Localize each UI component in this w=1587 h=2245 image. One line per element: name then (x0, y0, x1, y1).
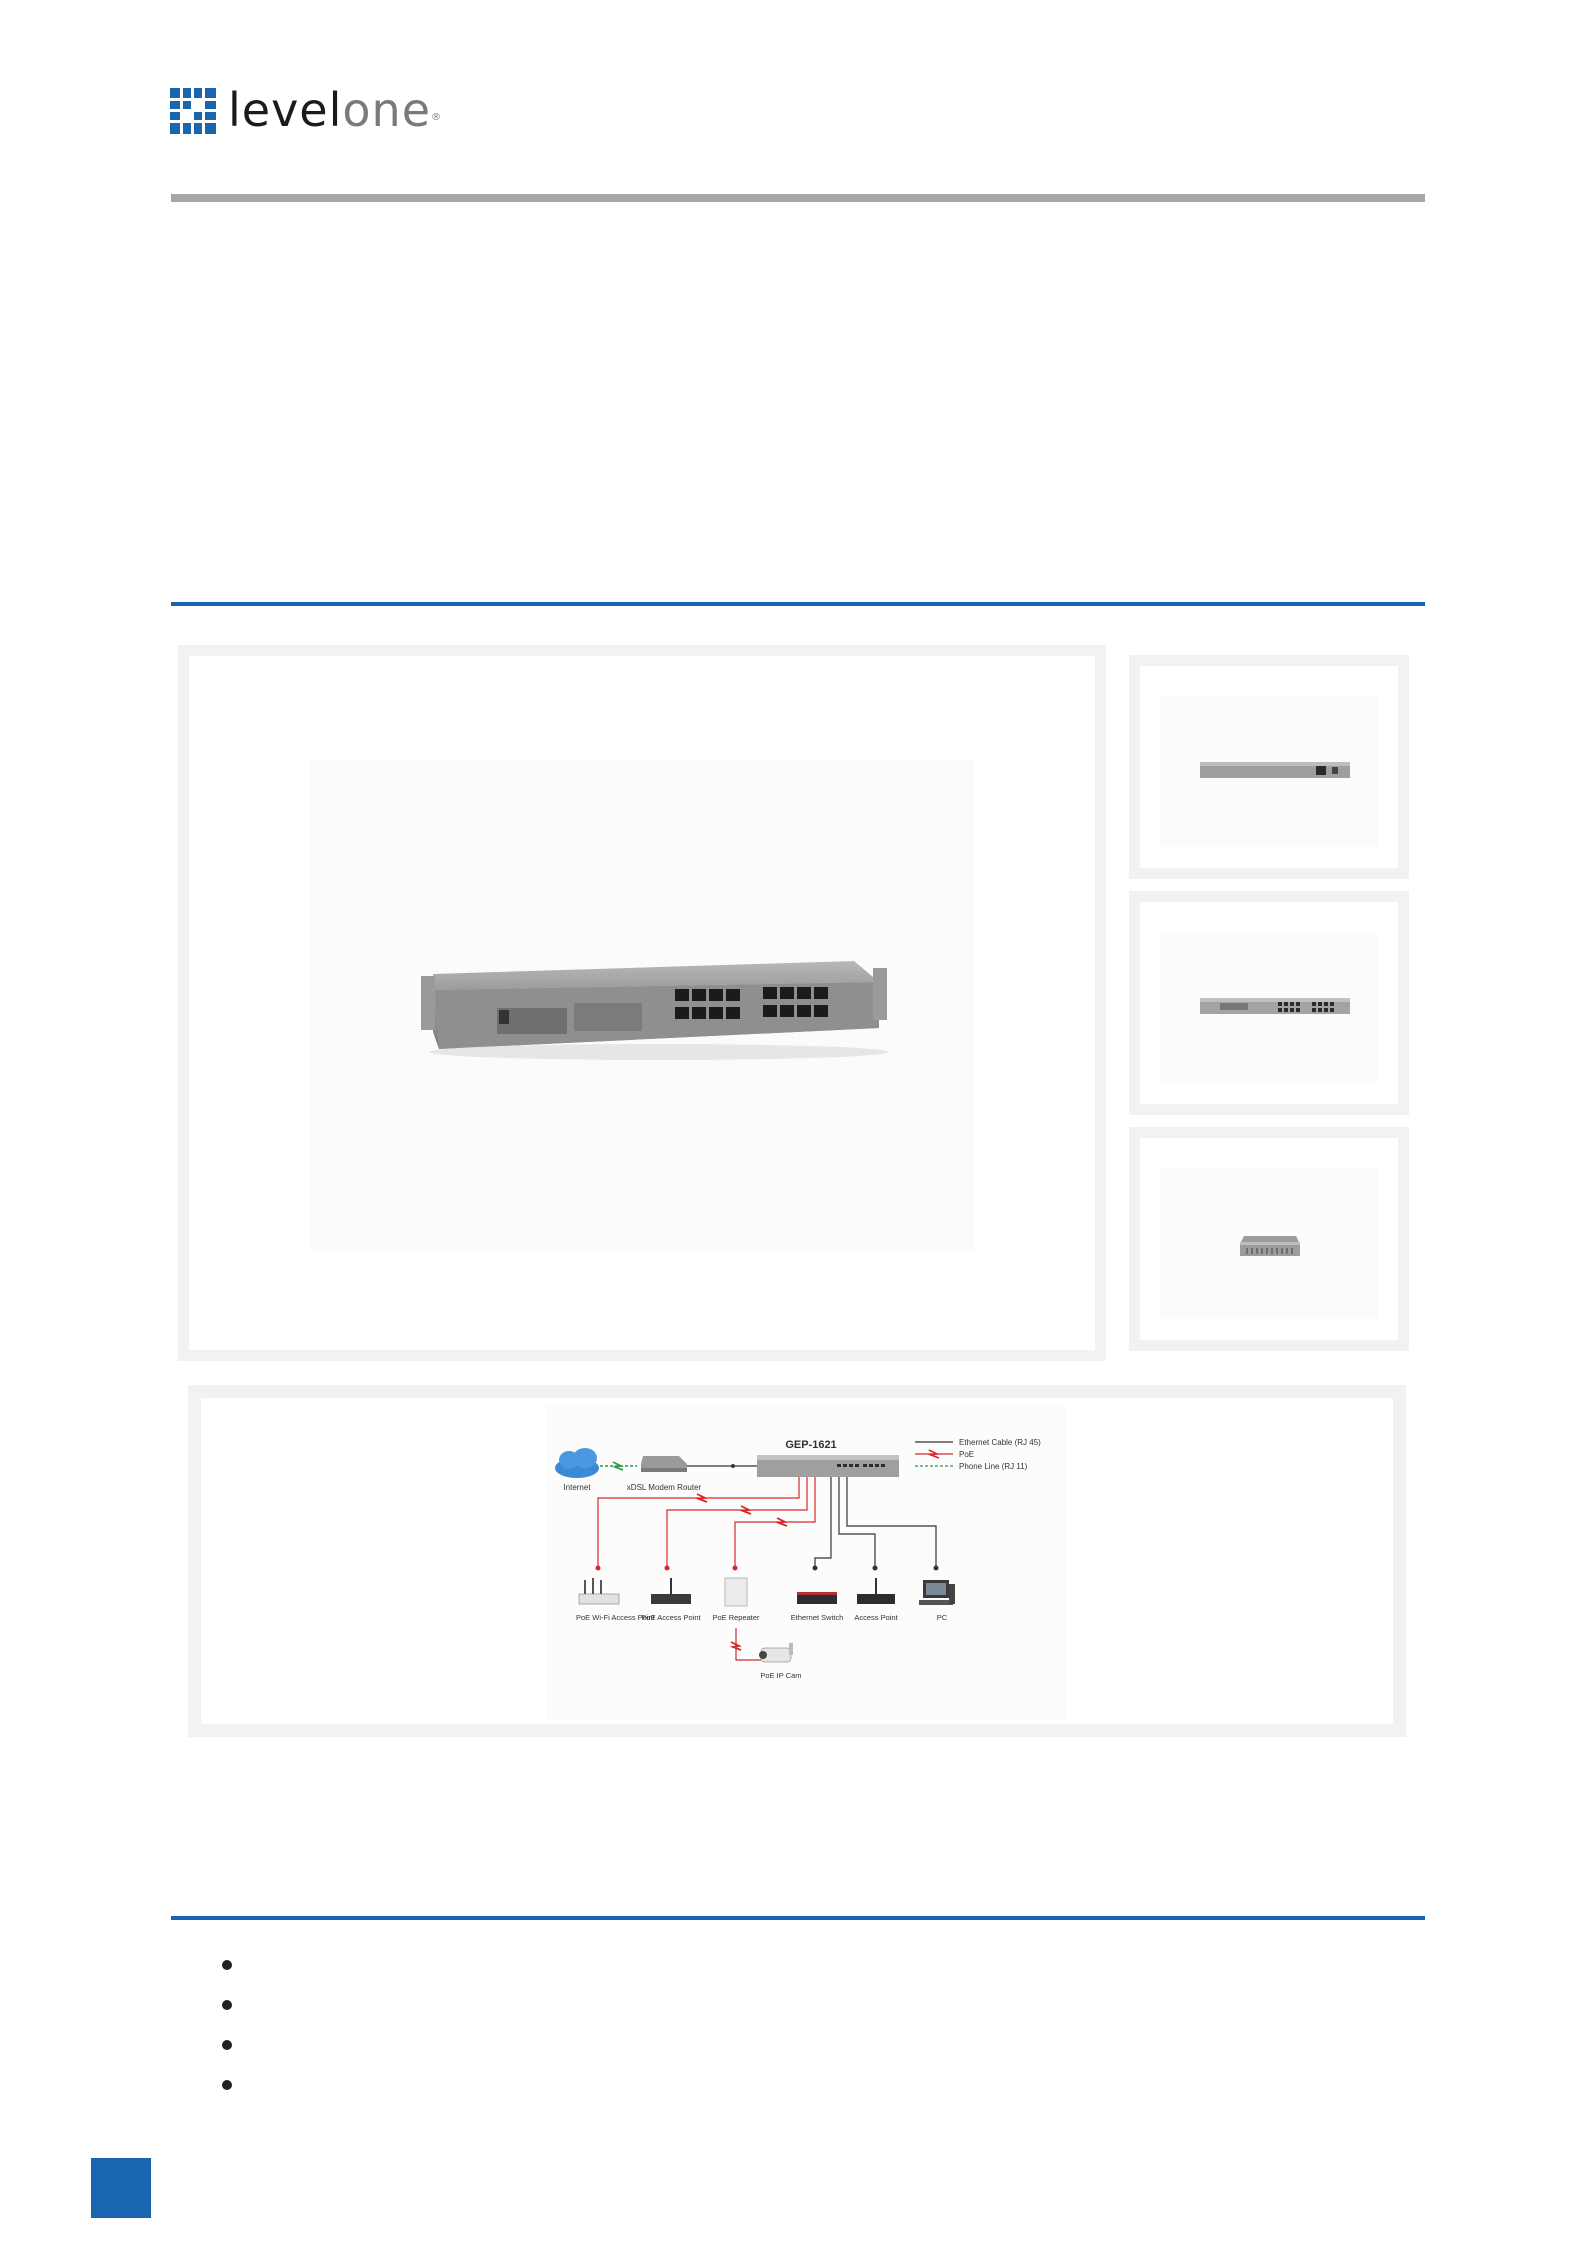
modem-router-icon (641, 1456, 687, 1472)
thumbnail-rear-image (1140, 666, 1398, 868)
legend-poe: PoE (959, 1450, 975, 1459)
page-corner-tab (91, 2158, 151, 2218)
header-divider (171, 194, 1425, 202)
main-product-image (189, 656, 1095, 1350)
thumbnail-front-view[interactable] (1129, 891, 1409, 1115)
modem-router-label: xDSL Modem Router (626, 1483, 702, 1492)
pc-label: PC (936, 1613, 948, 1622)
legend-phone: Phone Line (RJ 11) (959, 1462, 1028, 1471)
features-divider (171, 1916, 1425, 1920)
thumbnail-rear-view[interactable] (1129, 655, 1409, 879)
thumbnail-front-image (1140, 902, 1398, 1104)
internet-label: Internet (563, 1483, 591, 1492)
feature-bullet (222, 1960, 232, 1970)
legend-ethernet: Ethernet Cable (RJ 45) (959, 1438, 1041, 1447)
poe-wifi-ap-label: PoE Wi-Fi Access Point (576, 1613, 655, 1622)
thumbnail-side-view[interactable] (1129, 1127, 1409, 1351)
network-diagram (201, 1398, 1393, 1724)
poe-repeater-label: PoE Repeater (712, 1613, 760, 1622)
access-point-label: Access Point (854, 1613, 898, 1622)
ip-cam-label: PoE IP Cam (760, 1671, 802, 1680)
poe-access-point-label: PoE Access Point (641, 1613, 701, 1622)
thumbnail-side-image (1140, 1138, 1398, 1340)
ethernet-switch-label: Ethernet Switch (790, 1613, 844, 1622)
feature-bullet (222, 2080, 232, 2090)
diagram-title: GEP-1621 (785, 1439, 837, 1451)
feature-bullet (222, 2000, 232, 2010)
feature-bullet (222, 2040, 232, 2050)
main-product-image-frame (178, 645, 1106, 1361)
section-divider (171, 602, 1425, 606)
levelone-wordmark: levelone® (228, 83, 442, 137)
network-diagram-frame (188, 1385, 1406, 1737)
poe-repeater-icon (725, 1578, 747, 1606)
levelone-logo (170, 83, 480, 137)
levelone-logo-mark (170, 88, 216, 134)
ethernet-switch-icon (797, 1592, 837, 1604)
